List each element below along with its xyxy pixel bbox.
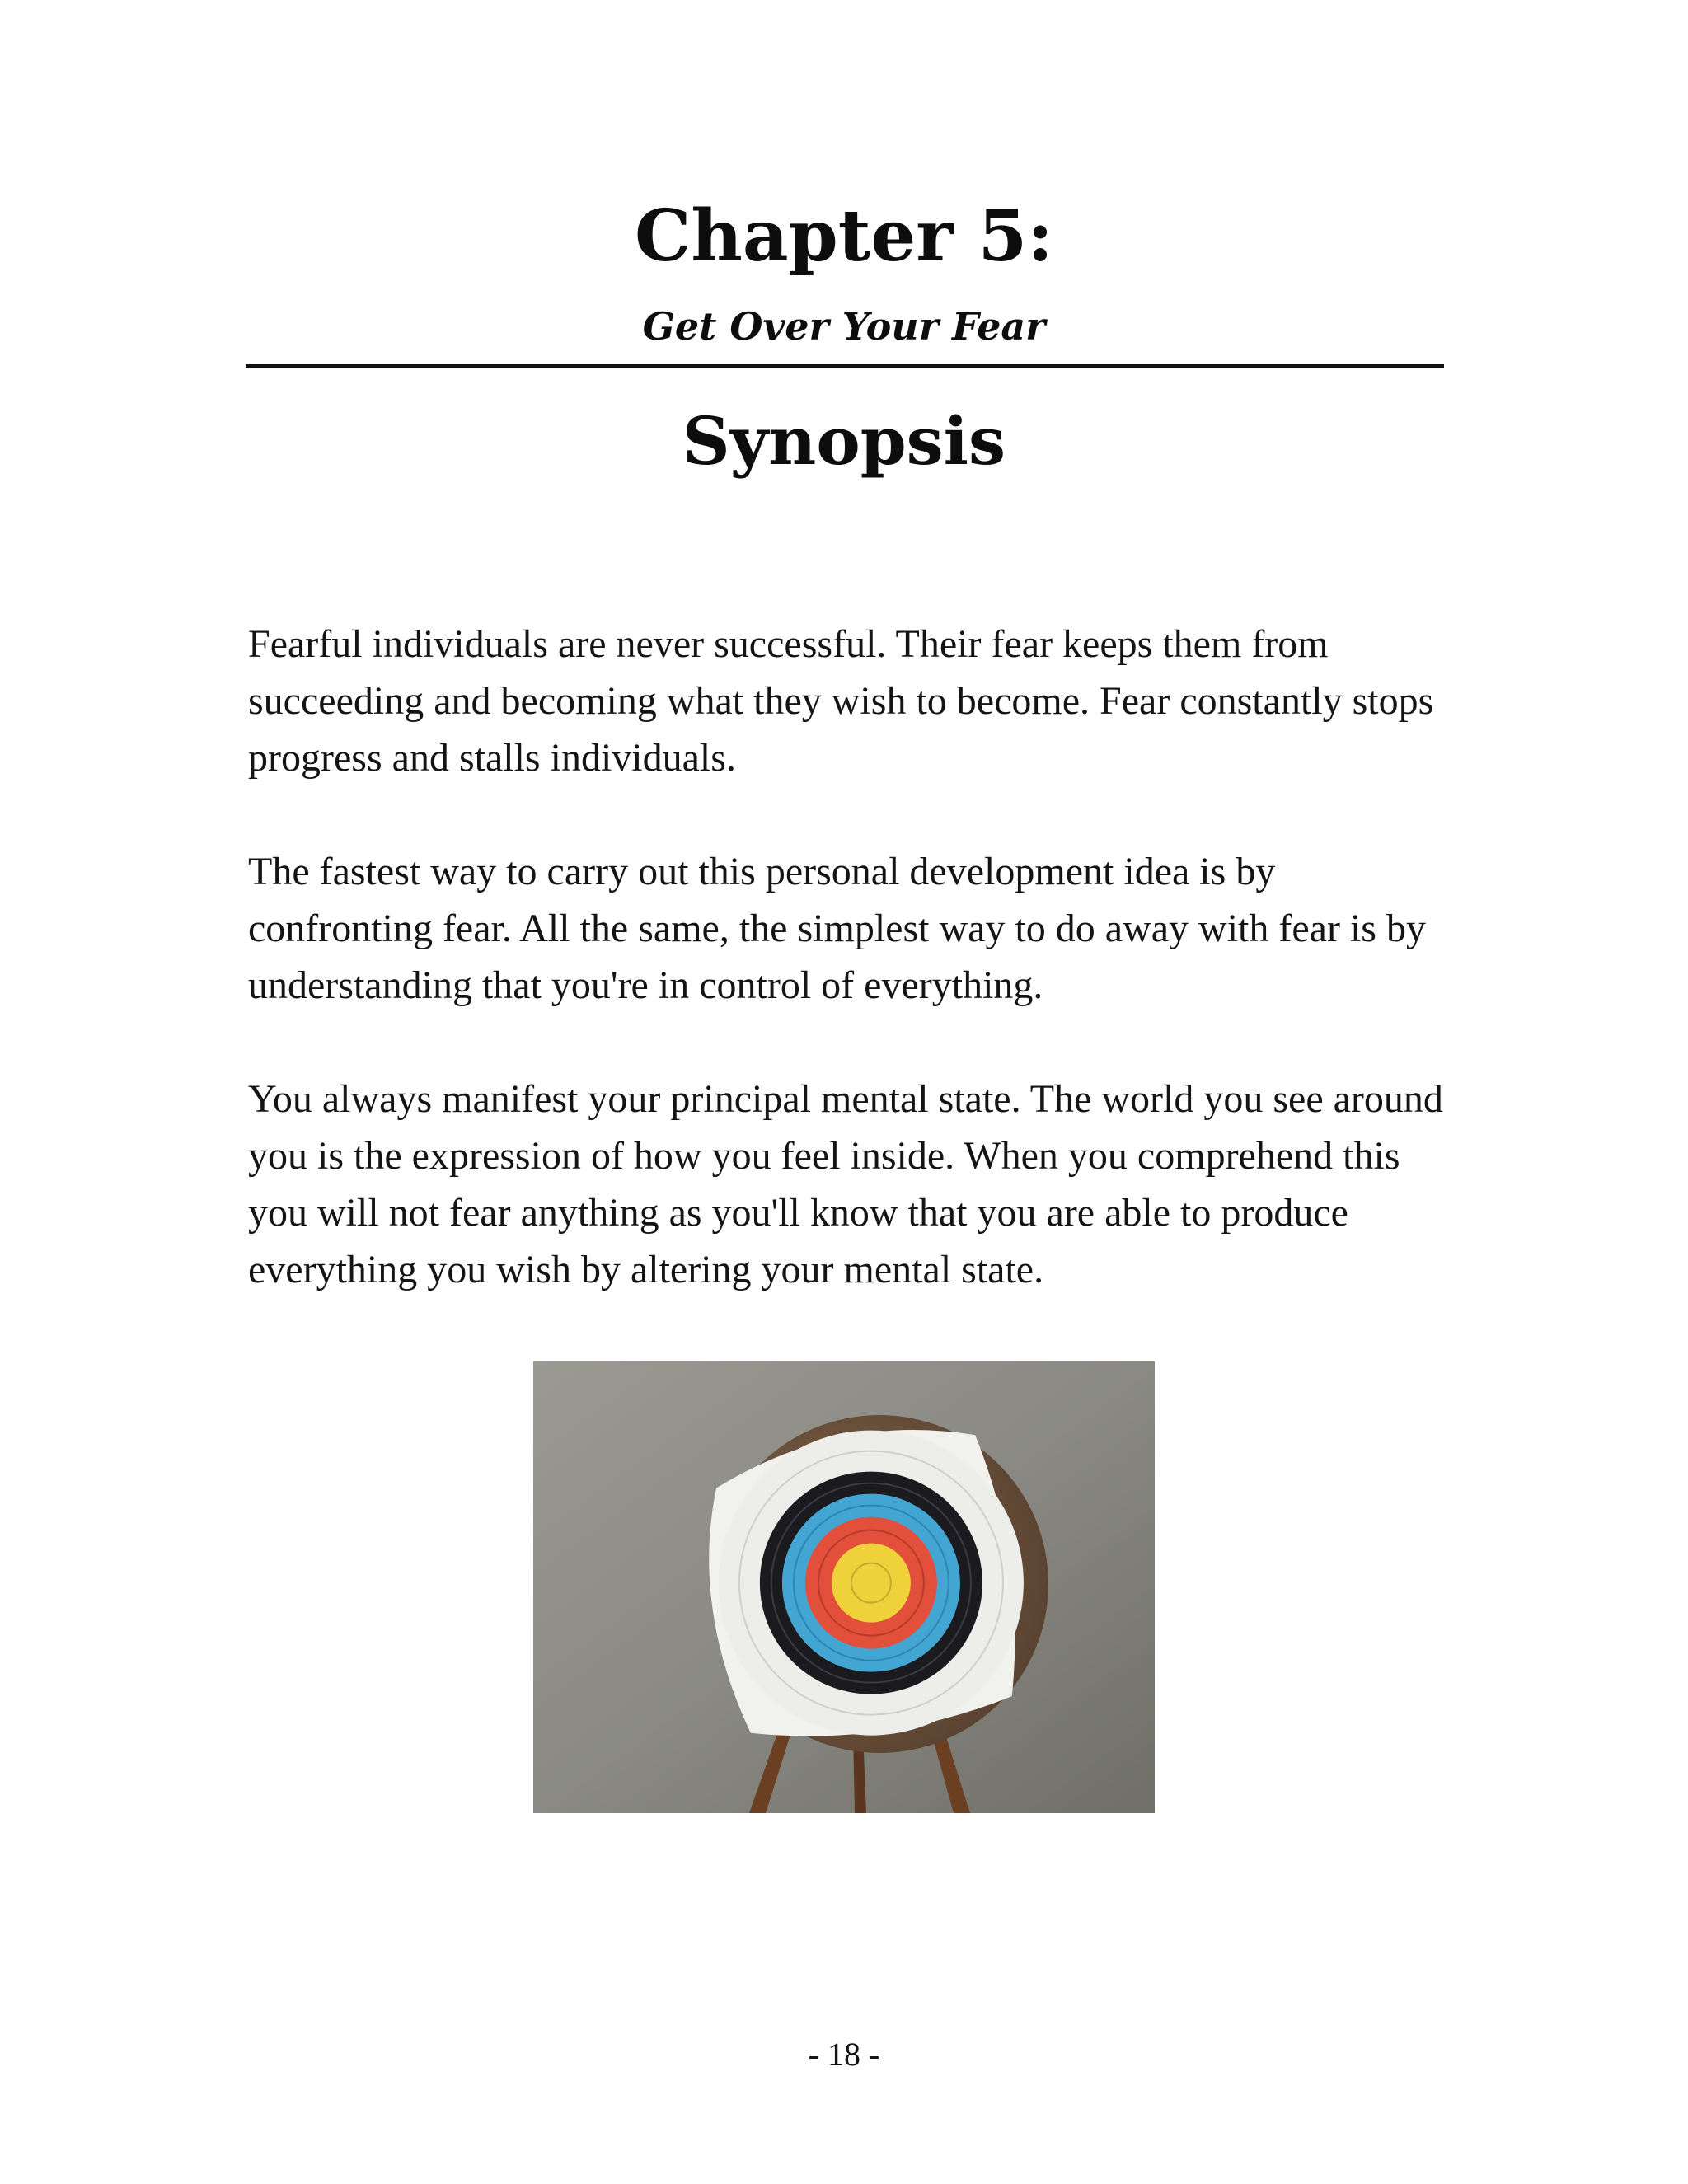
chapter-title: Chapter 5: [634,194,1054,278]
paragraph-3: You always manifest your principal mental state. The world you see around you is the expression of how you feel inside. When you comprehend this you will not fear anything as you'll know that you are able to produce everything you wish by altering your mental state. [248,1077,1443,1291]
paragraph-1: Fearful individuals are never successful. Their fear keeps them from succeeding and becoming what they wish to become. Fear constantly stops progress and stalls individuals. [248,622,1434,780]
archery-target-image [533,1361,1155,1813]
title-divider [246,364,1444,368]
paragraph-2: The fastest way to carry out this personal development idea is by confronting fear. All the same, the simplest way to do away with fear is by understanding that you're in control of everything. [248,850,1426,1007]
section-title: Synopsis [682,402,1006,480]
body-text [248,616,1451,1355]
archery-target-icon [533,1361,1155,1813]
chapter-subtitle: Get Over Your Fear [642,304,1046,349]
page-number: - 18 - [808,2036,880,2073]
